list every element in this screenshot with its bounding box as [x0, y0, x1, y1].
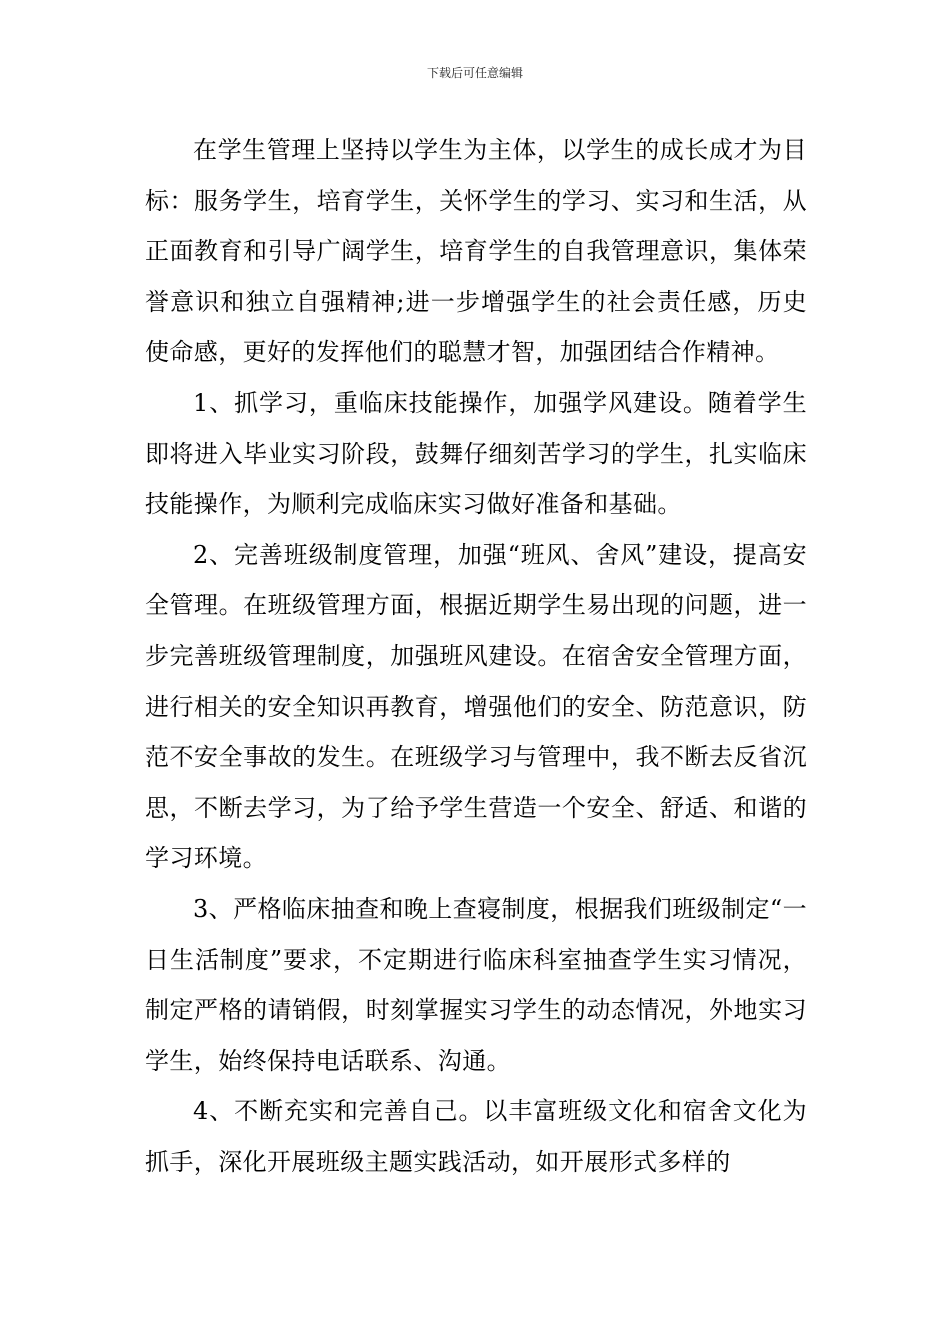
- paragraph-item-3: 3、严格临床抽查和晚上查寝制度，根据我们班级制定“一日生活制度”要求，不定期进行临床科室抽查学生实习情况，制定严格的请销假，时刻掌握实习学生的动态情况，外地实习学生，始终保持电话联系、沟通。: [145, 894, 807, 1075]
- page-header: 下载后可任意编辑: [426, 66, 523, 80]
- paragraph-intro: 在学生管理上坚持以学生为主体，以学生的成长成才为目标：服务学生，培育学生，关怀学生的学习、实习和生活，从正面教育和引导广阔学生，培育学生的自我管理意识，集体荣誉意识和独立自强精神;进一步增强学生的社会责任感，历史使命感，更好的发挥他们的聪慧才智，加强团结合作精神。: [145, 136, 807, 367]
- document-body: [145, 125, 807, 1187]
- paragraph-item-1: 1、抓学习，重临床技能操作，加强学风建设。随着学生即将进入毕业实习阶段，鼓舞仔细刻苦学习的学生，扎实临床技能操作，为顺利完成临床实习做好准备和基础。: [145, 388, 807, 519]
- paragraph-item-2: 2、完善班级制度管理，加强“班风、舍风”建设，提高安全管理。在班级管理方面，根据近期学生易出现的问题，进一步完善班级管理制度，加强班风建设。在宿舍安全管理方面，进行相关的安全知识再教育，增强他们的安全、防范意识，防范不安全事故的发生。在班级学习与管理中，我不断去反省沉思，不断去学习，为了给予学生营造一个安全、舒适、和谐的学习环境。: [145, 540, 807, 873]
- paragraph-item-4: 4、不断充实和完善自己。以丰富班级文化和宿舍文化为抓手，深化开展班级主题实践活动，如开展形式多样的: [145, 1097, 807, 1176]
